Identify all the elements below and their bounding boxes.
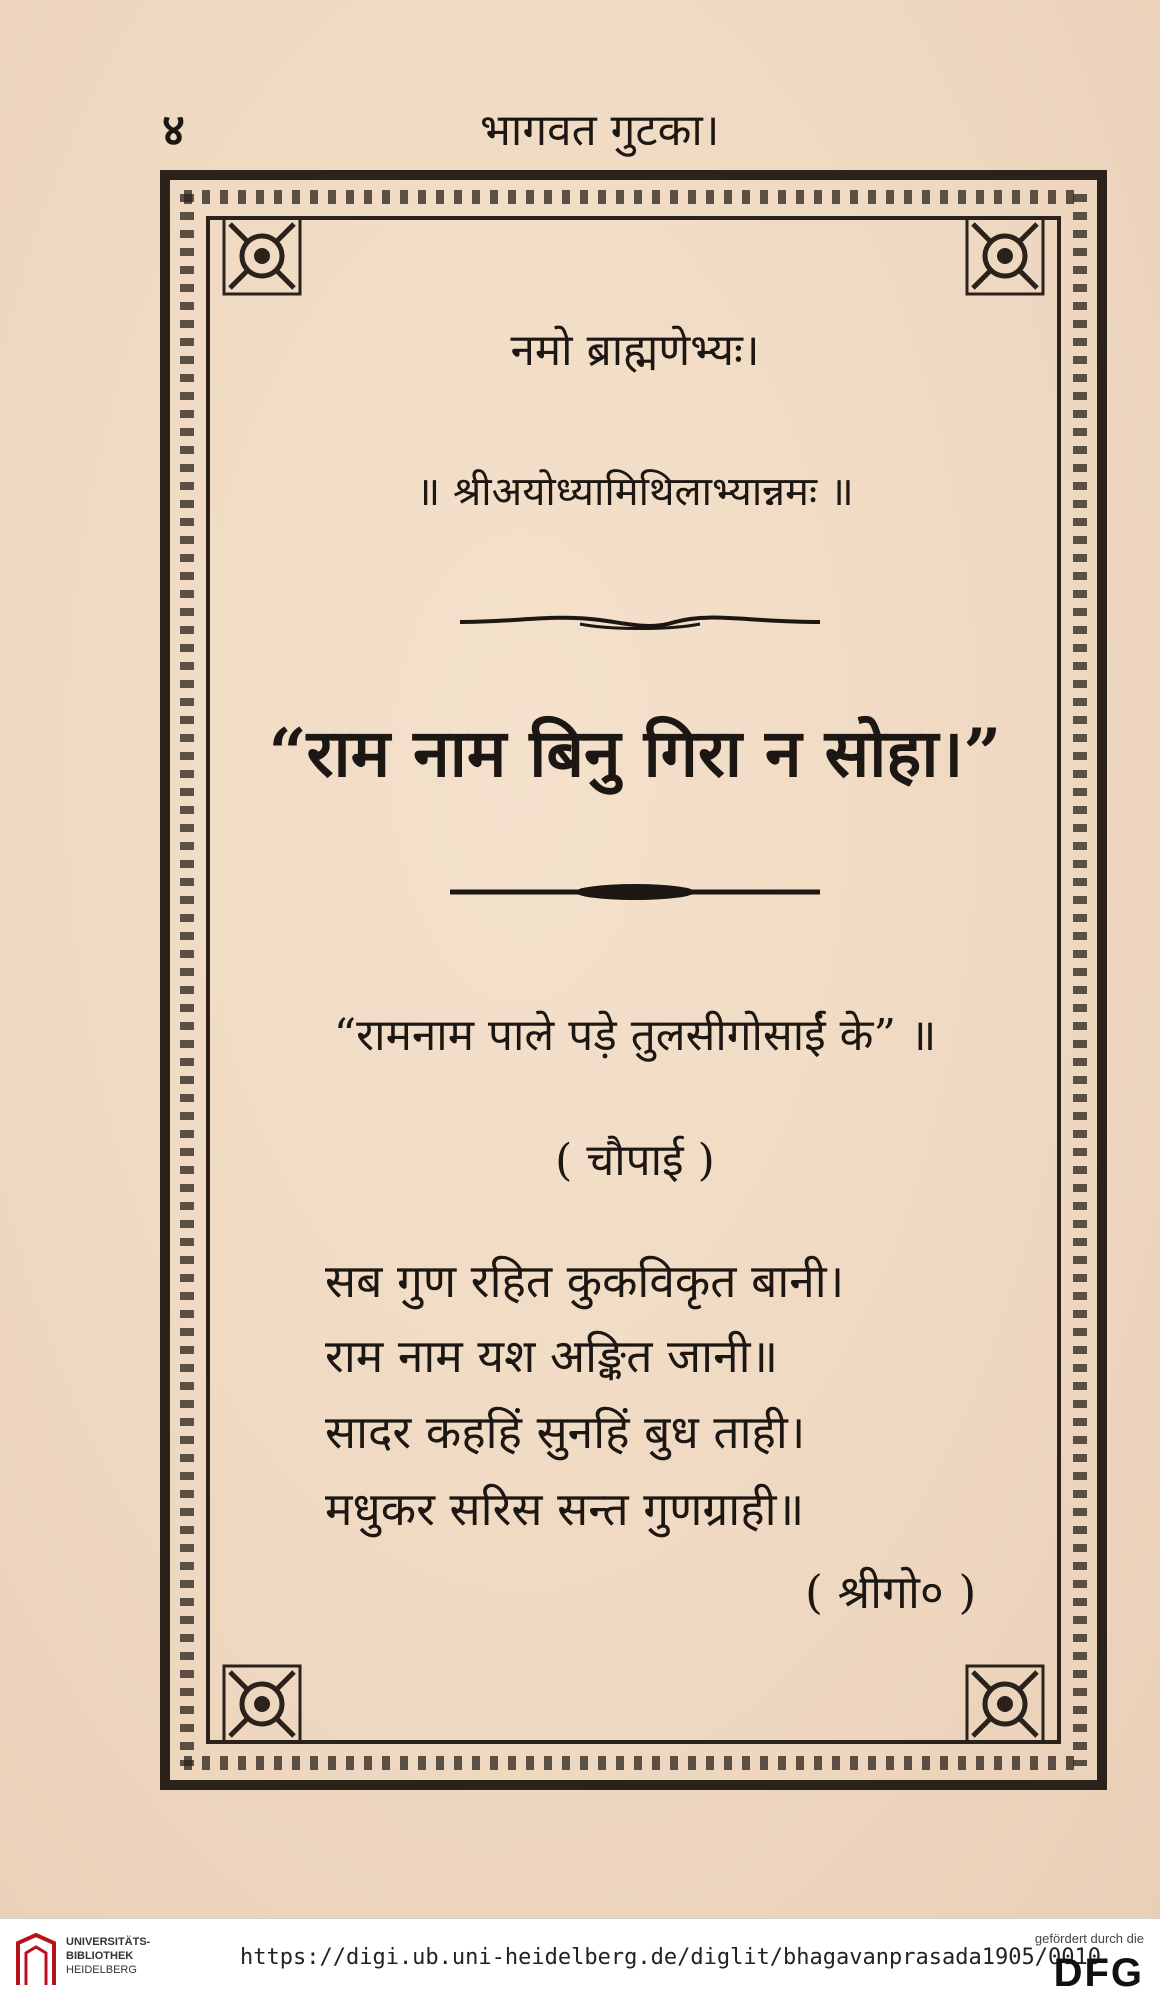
ornamental-border — [160, 170, 1107, 1790]
ornament-rosette-icon — [965, 1664, 1045, 1744]
verse-line: सादर कहहिं सुनहिं बुध ताही। — [325, 1405, 806, 1459]
attribution: ( श्रीगो० ) — [805, 1565, 977, 1619]
heidelberg-library-logo-icon — [14, 1933, 58, 1989]
invocation: नमो ब्राह्मणेभ्यः। — [510, 325, 760, 376]
permalink-url[interactable]: https://digi.ub.uni-heidelberg.de/diglit/bhagavanprasada1905/0010 — [240, 1945, 1101, 1970]
verse-line: मधुकर सरिस सन्त गुणग्राही॥ — [325, 1482, 805, 1536]
main-quote: “राम नाम बिनु गिरा न सोहा।” — [268, 714, 1002, 792]
ornament-rosette-icon — [222, 1664, 302, 1744]
verse-line: सब गुण रहित कुकविकृत बानी। — [325, 1254, 845, 1308]
library-name-line: BIBLIOTHEK — [66, 1950, 134, 1962]
library-name-line: UNIVERSITÄTS- — [66, 1936, 151, 1948]
ornament-rosette-icon — [222, 216, 302, 296]
page-header — [150, 96, 870, 166]
funded-by-label: gefördert durch die — [1034, 1931, 1144, 1946]
library-name-line: HEIDELBERG — [66, 1964, 137, 1976]
border-band-bottom — [184, 1756, 1083, 1770]
page-number: ४ — [162, 105, 185, 156]
border-band-top — [184, 190, 1083, 204]
library-name — [66, 1935, 150, 1977]
salutation: ॥ श्रीअयोध्यामिथिलाभ्यान्नमः ॥ — [416, 469, 854, 515]
decorative-rule — [450, 874, 820, 910]
dfg-logo: DFG — [1053, 1951, 1144, 1995]
decorative-rule — [460, 604, 820, 640]
running-title: भागवत गुटका। — [480, 105, 720, 156]
viewer-footer — [0, 1918, 1160, 2004]
ornament-rosette-icon — [965, 216, 1045, 296]
border-band-left — [180, 194, 194, 1766]
sub-quote: “रामनाम पाले पड़े तुलसीगोसाईं के” ॥ — [333, 1010, 937, 1061]
verse-line: राम नाम यश अङ्कित जानी॥ — [325, 1329, 779, 1383]
border-band-right — [1073, 194, 1087, 1766]
section-label: ( चौपाई ) — [555, 1135, 715, 1186]
